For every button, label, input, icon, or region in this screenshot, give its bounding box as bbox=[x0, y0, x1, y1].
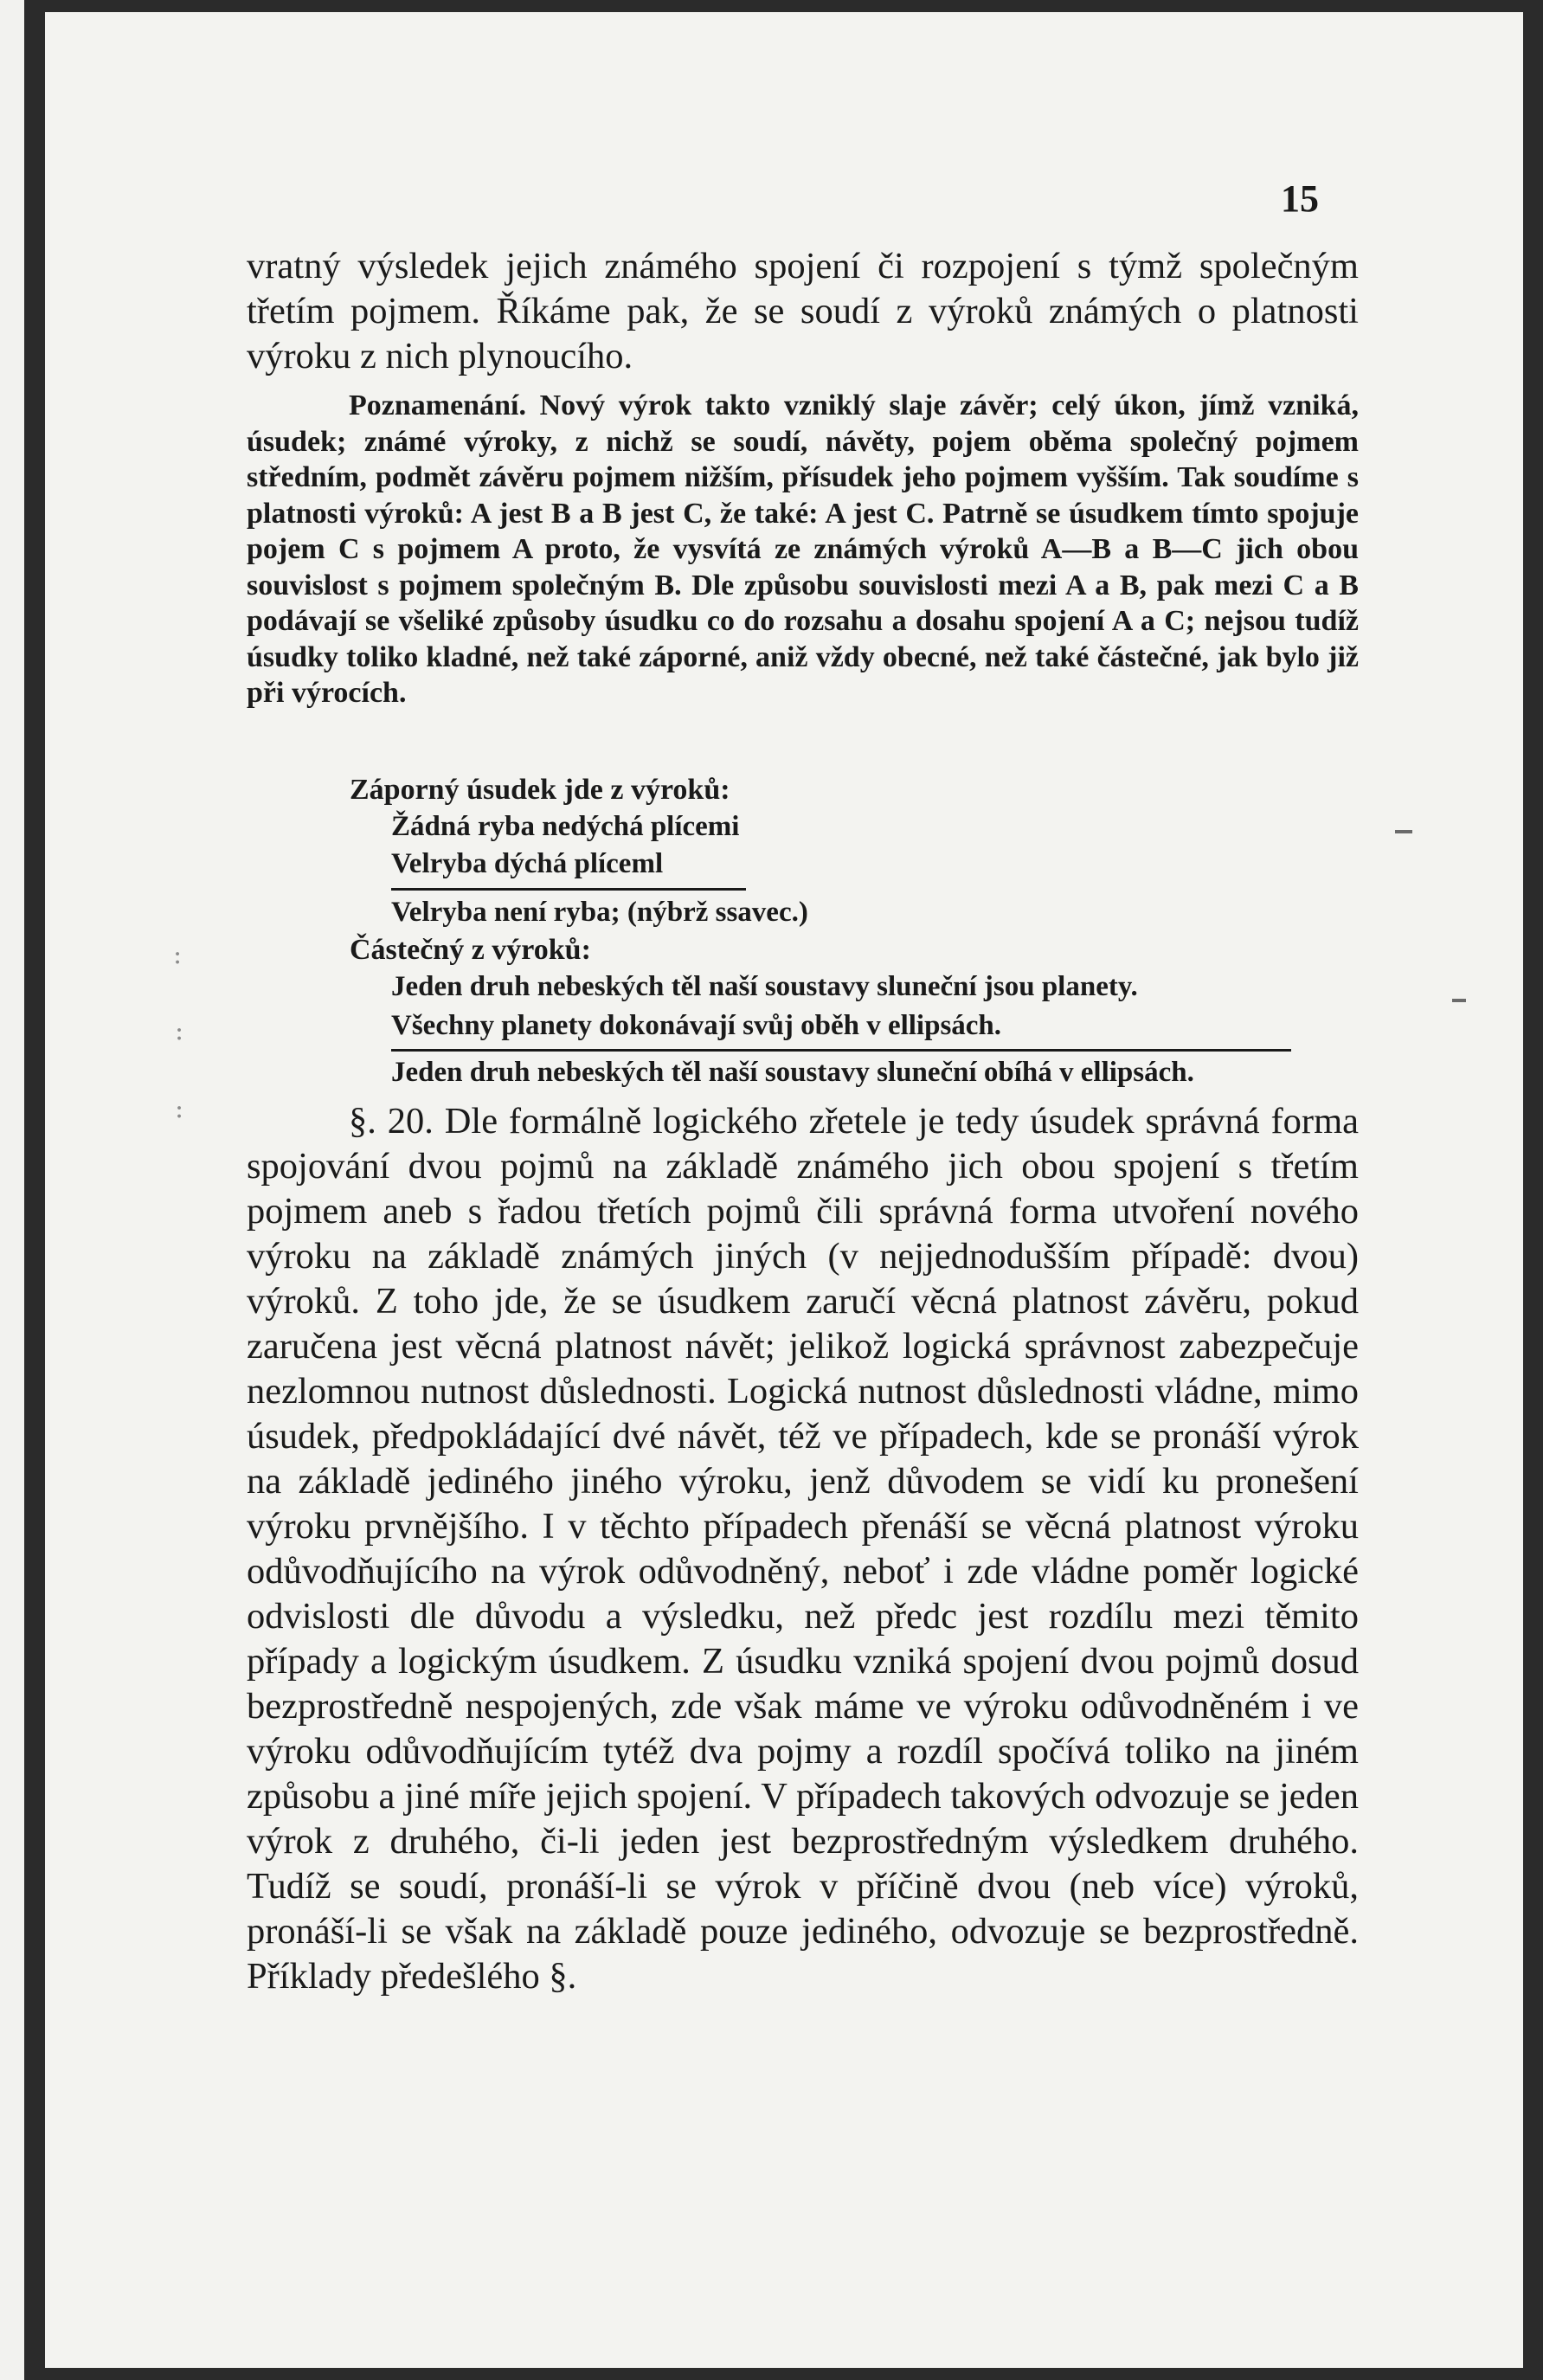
negative-syllogism-label: Záporný úsudek jde z výroků: bbox=[350, 774, 730, 806]
negative-conclusion: Velryba není ryba; (nýbrž ssavec.) bbox=[391, 897, 808, 928]
partial-premise-1: Jeden druh nebeských těl naší soustavy sluneční jsou planety. bbox=[391, 971, 1138, 1002]
intro-paragraph: vratný výsledek jejich známého spojení či rozpojení s týmž společným třetím pojmem. Říkáme pak, že se soudí z výroků známých o platnosti výroku z nich plynoucího. bbox=[247, 246, 1359, 376]
section-20-block bbox=[247, 1099, 1359, 1999]
section-20-paragraph: §. 20. Dle formálně logického zřetele je tedy úsudek správná forma spojování dvou pojmů na základě známého jich obou spojení s třetím pojmem aneb s řadou třetích pojmů čili správná forma utvoření nového výroku na základě známých jiných (v nejjednodušším případě: dvou) výroků. Z toho jde, že se úsudkem zaručí věcná platnost závěru, pokud zaručena jest věcná platnost návět; jelikož logická správnost zabezpečuje nezlomnou nutnost důslednosti. Logická nutnost důslednosti vládne, mimo úsudek, předpokládající dvé návět, též ve případech, kde se pronáší výrok na základě jediného jiného výroku, jenž důvodem se vidí ku pronešení výroku prvnějšího. I v těchto případech přenáší se věcná platnost výroku odůvodňujícího na výrok odůvodněný, neboť i zde vládne poměr logické odvislosti dle důvodu a výsledku, než předc jest rozdílu mezi těmito případy a logickým úsudkem. Z úsudku vzniká spojení dvou pojmů dosud bezprostředně nespojených, zde však máme ve výroku odůvodněném i ve výroku odůvodňujícím tytéž dva pojmy a rozdíl spočívá toliko na jiném způsobu a jiné míře jejich spojení. V případech takových odvozuje se jeden výrok z druhého, či-li jeden jest bezprostředným výsledkem druhého. Tudíž se soudí, pronáší-li se výrok v příčině dvou (neb více) výroků, pronáší-li se však na základě pouze jediného, odvozuje se bezprostředně. Příklady předešlého §. bbox=[247, 1101, 1359, 1997]
intro-paragraph-block bbox=[247, 244, 1359, 379]
note-block bbox=[247, 388, 1359, 711]
partial-conclusion-rule bbox=[391, 1049, 1291, 1052]
partial-syllogism-label: Částečný z výroků: bbox=[350, 934, 591, 966]
margin-dash bbox=[1452, 999, 1466, 1002]
book-page bbox=[45, 12, 1523, 2368]
margin-dash bbox=[1395, 830, 1412, 833]
margin-mark: : bbox=[173, 940, 183, 970]
adjacent-page-edge bbox=[0, 0, 24, 2380]
negative-premise-2: Velryba dýchá plíceml bbox=[391, 848, 664, 879]
page-number: 15 bbox=[1281, 177, 1319, 220]
negative-premise-1: Žádná ryba nedýchá plícemi bbox=[391, 811, 740, 842]
negative-conclusion-rule bbox=[391, 888, 746, 891]
margin-mark: : bbox=[175, 1094, 184, 1124]
margin-mark: : bbox=[175, 1016, 184, 1046]
partial-conclusion: Jeden druh nebeských těl naší soustavy sluneční obíhá v ellipsách. bbox=[391, 1057, 1194, 1088]
partial-premise-2: Všechny planety dokonávají svůj oběh v ellipsách. bbox=[391, 1010, 1002, 1041]
note-paragraph: Poznamenání. Nový výrok takto vzniklý slaje závěr; celý úkon, jímž vzniká, úsudek; známé výroky, z nichž se soudí, návěty, pojem oběma společný pojmem středním, podmět závěru pojmem nižším, přísudek jeho pojmem vyšším. Tak soudíme s platnosti výroků: A jest B a B jest C, že také: A jest C. Patrně se úsudkem tímto spojuje pojem C s pojmem A proto, že vysvítá ze známých výroků A—B a B—C jich obou souvislost s pojmem společným B. Dle způsobu souvislosti mezi A a B, pak mezi C a B podávají se všeliké způsoby úsudku co do rozsahu a dosahu spojení A a C; nejsou tudíž úsudky toliko kladné, než také záporné, aniž vždy obecné, než také částečné, jak bylo již při výrocích. bbox=[247, 389, 1359, 709]
